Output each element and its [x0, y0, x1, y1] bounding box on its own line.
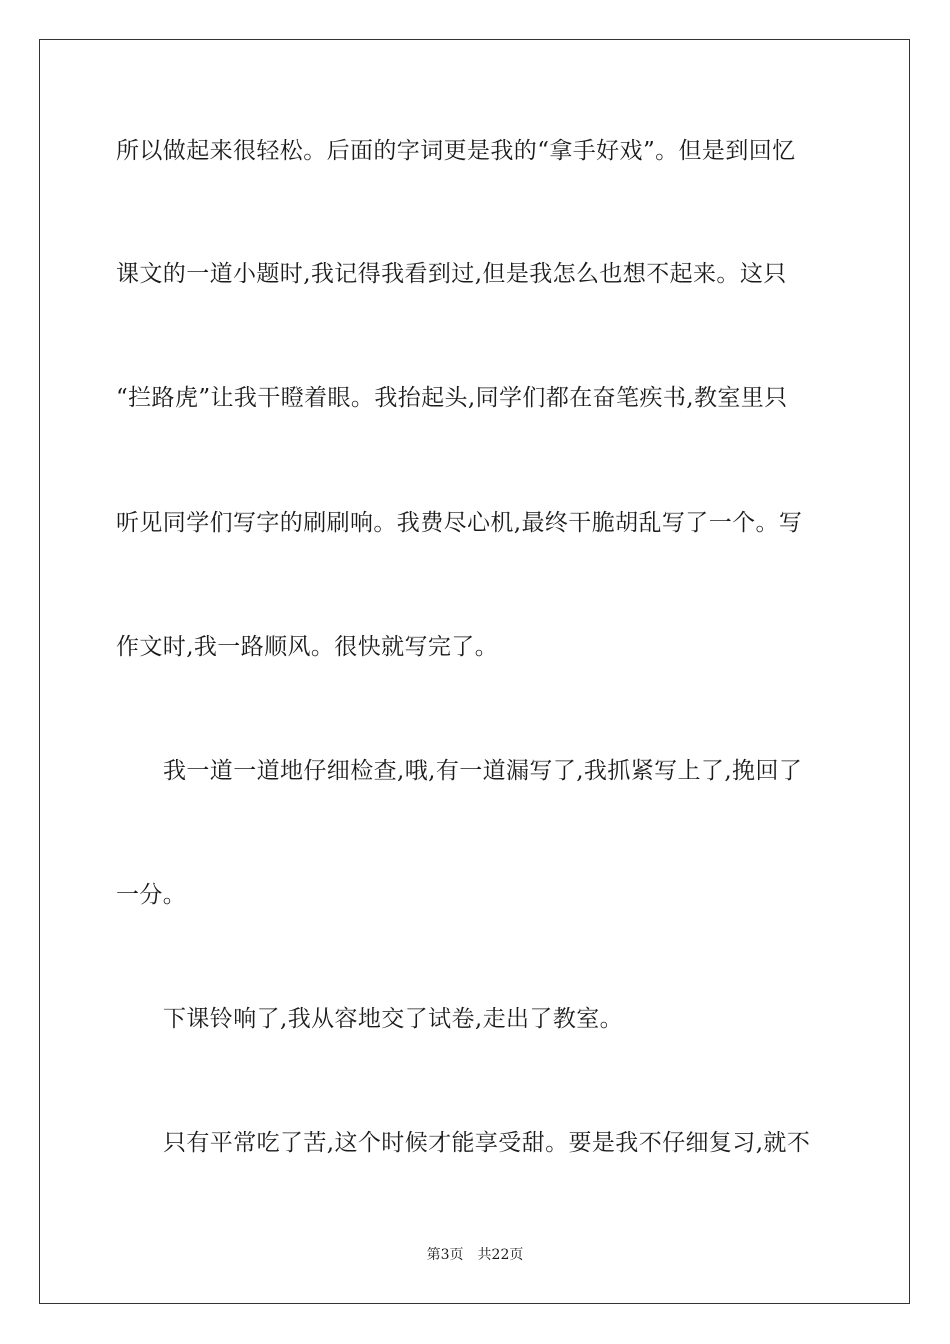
text-line-6: 我一道一道地仔细检查,哦,有一道漏写了,我抓紧写上了,挽回了	[163, 758, 803, 784]
text-line-4: 听见同学们写字的刷刷响。我费尽心机,最终干脆胡乱写了一个。写	[116, 510, 803, 536]
page-border	[39, 39, 910, 1304]
text-line-3: “拦路虎”让我干瞪着眼。我抬起头,同学们都在奋笔疾书,教室里只	[116, 385, 788, 411]
text-line-5: 作文时,我一路顺风。很快就写完了。	[116, 634, 499, 660]
page-number: 第3页	[426, 1247, 464, 1263]
text-line-9: 只有平常吃了苦,这个时候才能享受甜。要是我不仔细复习,就不	[163, 1130, 811, 1156]
text-line-7: 一分。	[116, 882, 187, 908]
page-footer	[0, 1246, 950, 1264]
text-line-1: 所以做起来很轻松。后面的字词更是我的“拿手好戏”。但是到回忆	[116, 138, 796, 164]
page-total: 共22页	[477, 1247, 524, 1263]
text-line-8: 下课铃响了,我从容地交了试卷,走出了教室。	[163, 1006, 624, 1032]
text-line-2: 课文的一道小题时,我记得我看到过,但是我怎么也想不起来。这只	[116, 261, 787, 287]
